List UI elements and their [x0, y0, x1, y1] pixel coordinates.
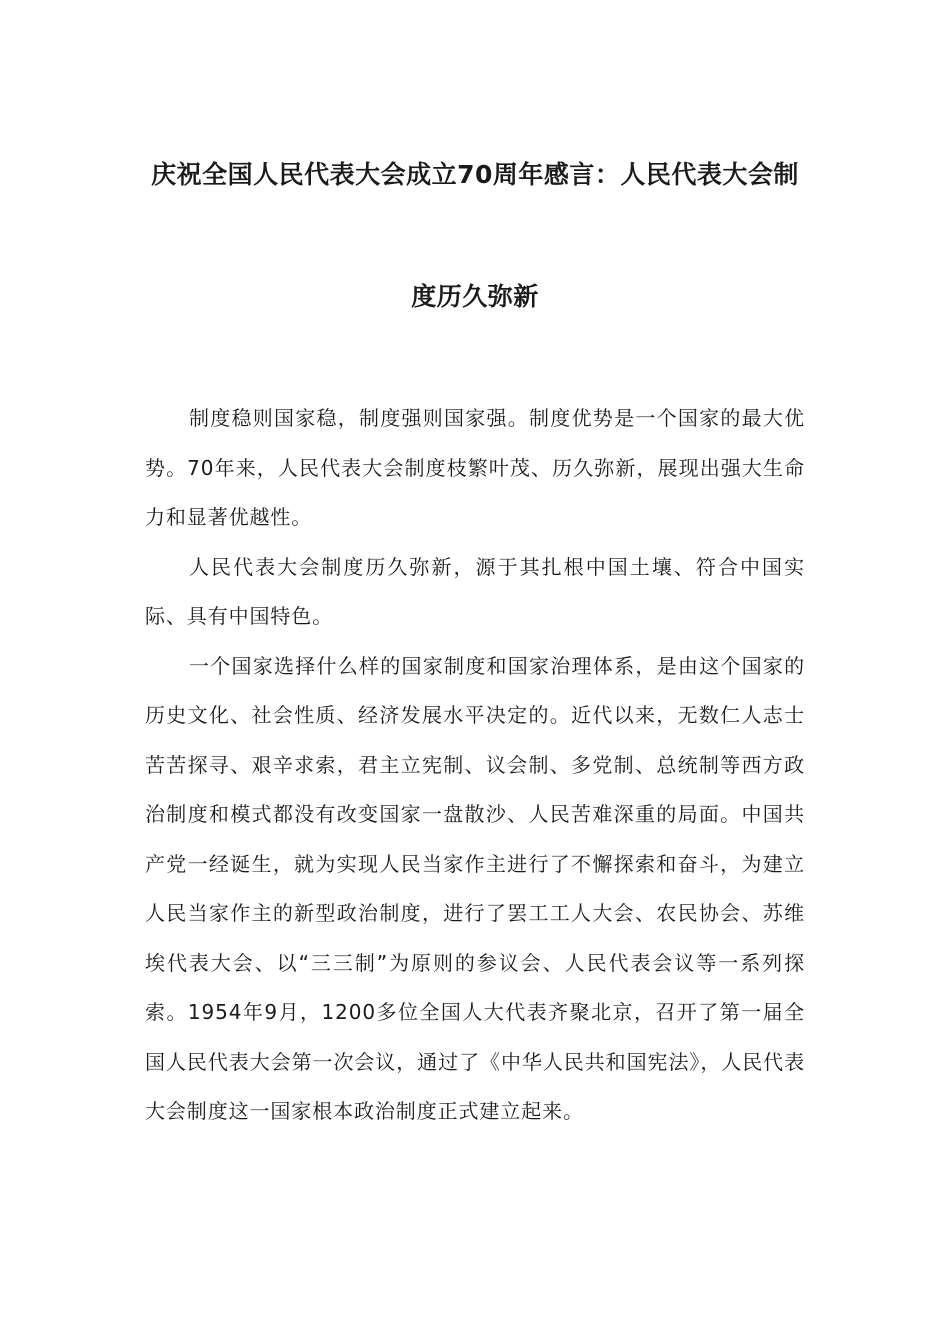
paragraph-2: 人民代表大会制度历久弥新，源于其扎根中国土壤、符合中国实际、具有中国特色。 [145, 554, 805, 628]
title-line-2: 度历久弥新 [411, 282, 539, 311]
title-line-1: 庆祝全国人民代表大会成立70周年感言：人民代表大会制 [151, 160, 799, 189]
paragraph-1: 制度稳则国家稳，制度强则国家强。制度优势是一个国家的最大优势。70年来，人民代表大会制度枝繁叶茂、历久弥新，展现出强大生命力和显著优越性。 [145, 406, 805, 529]
paragraph-3: 一个国家选择什么样的国家制度和国家治理体系，是由这个国家的历史文化、社会性质、经济发展水平决定的。近代以来，无数仁人志士苦苦探寻、艰辛求索，君主立宪制、议会制、多党制、总统制等西方政治制度和模式都没有改变国家一盘散沙、人民苦难深重的局面。中国共产党一经诞生，就为实现人民当家作主进行了不懈探索和奋斗，为建立人民当家作主的新型政治制度，进行了罢工工人大会、农民协会、苏维埃代表大会、以“三三制”为原则的参议会、人民代表会议等一系列探索。1954年9月，1200多位全国人大代表齐聚北京，召开了第一届全国人民代表大会第一次会议，通过了《中华人民共和国宪法》，人民代表大会制度这一国家根本政治制度正式建立起来。 [145, 653, 805, 1123]
article-body [145, 394, 805, 1137]
